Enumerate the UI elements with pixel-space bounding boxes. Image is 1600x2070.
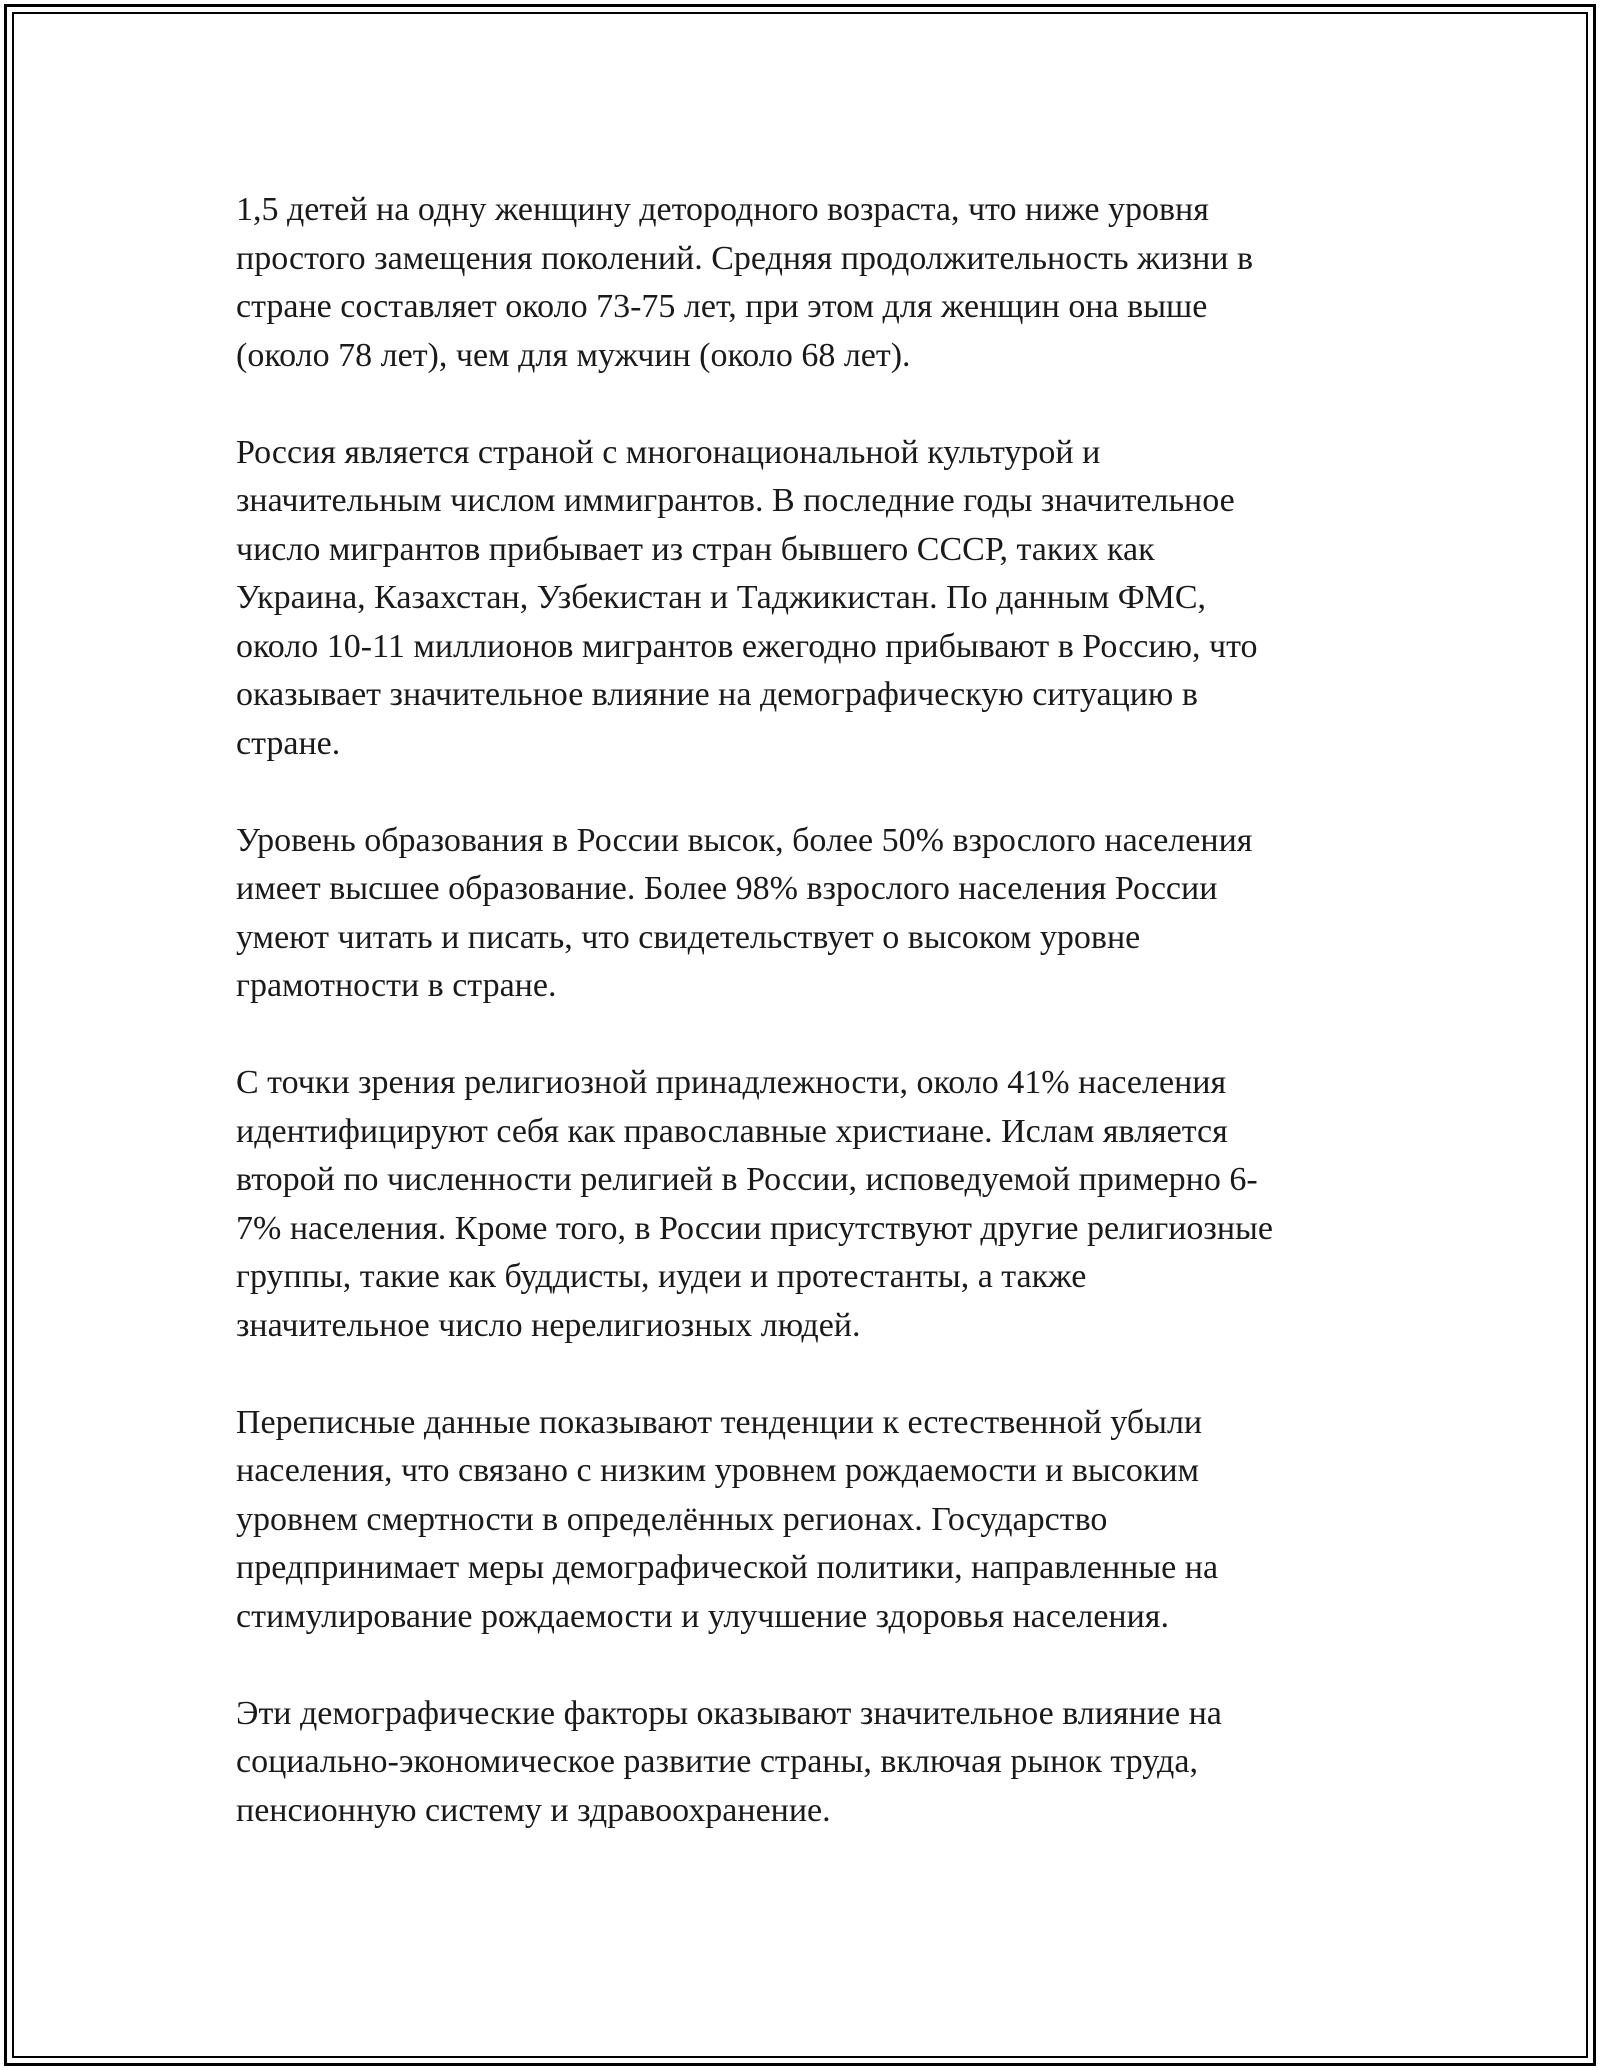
text-line: стимулирование рождаемости и улучшение здоровья населения.	[236, 1597, 1169, 1635]
text-line: грамотности в стране.	[236, 967, 557, 1004]
text-line: пенсионную систему и здравоохранение.	[236, 1791, 831, 1829]
paragraph-fertility	[236, 186, 1366, 380]
text-line: стране составляет около 73-75 лет, при этом для женщин она выше	[236, 288, 1208, 325]
text-line: С точки зрения религиозной принадлежности, около 41% населения	[236, 1064, 1227, 1101]
text-line: Россия является страной с многонациональной культурой и	[236, 433, 1101, 471]
text-line: оказывает значительное влияние на демографическую ситуацию в	[236, 676, 1198, 713]
paragraph-education	[236, 817, 1366, 1011]
text-line: стране.	[236, 724, 341, 762]
text-line: имеет высшее образование. Более 98% взрослого населения России	[236, 870, 1218, 907]
text-line: число мигрантов прибывает из стран бывшего СССР, таких как	[236, 530, 1155, 568]
text-line: 1,5 детей на одну женщину детородного возраста, что ниже уровня	[236, 191, 1209, 228]
text-line: Переписные данные показывают тенденции к естественной убыли	[236, 1403, 1203, 1441]
text-line: второй по численности религией в России, исповедуемой примерно 6-	[236, 1161, 1258, 1198]
paragraph-religion	[236, 1059, 1366, 1350]
paragraph-census	[236, 1399, 1366, 1642]
text-line: 7% населения. Кроме того, в России присутствуют другие религиозные	[236, 1209, 1273, 1247]
document-body	[236, 186, 1366, 1884]
text-line: социально-экономическое развитие страны, включая рынок труда,	[236, 1743, 1198, 1780]
text-line: предпринимает меры демографической политики, направленные на	[236, 1549, 1219, 1586]
text-line: уровнем смертности в определённых регионах. Государство	[236, 1500, 1108, 1538]
text-line: (около 78 лет), чем для мужчин (около 68 лет).	[236, 336, 911, 374]
paragraph-conclusion	[236, 1690, 1366, 1836]
text-line: Уровень образования в России высок, более 50% взрослого населения	[236, 821, 1253, 859]
paragraph-migration	[236, 429, 1366, 769]
text-line: значительным числом иммигрантов. В последние годы значительное	[236, 482, 1235, 519]
text-line: Эти демографические факторы оказывают значительное влияние на	[236, 1694, 1222, 1732]
text-line: простого замещения поколений. Средняя продолжительность жизни в	[236, 239, 1254, 277]
text-line: населения, что связано с низким уровнем рождаемости и высоким	[236, 1452, 1200, 1489]
text-line: значительное число нерелигиозных людей.	[236, 1306, 861, 1344]
text-line: около 10-11 миллионов мигрантов ежегодно прибывают в Россию, что	[236, 627, 1258, 665]
text-line: Украина, Казахстан, Узбекистан и Таджикистан. По данным ФМС,	[236, 579, 1207, 616]
text-line: умеют читать и писать, что свидетельствует о высоком уровне	[236, 918, 1141, 956]
text-line: группы, такие как буддисты, иудеи и протестанты, а также	[236, 1258, 1087, 1295]
text-line: идентифицируют себя как православные христиане. Ислам является	[236, 1112, 1228, 1150]
